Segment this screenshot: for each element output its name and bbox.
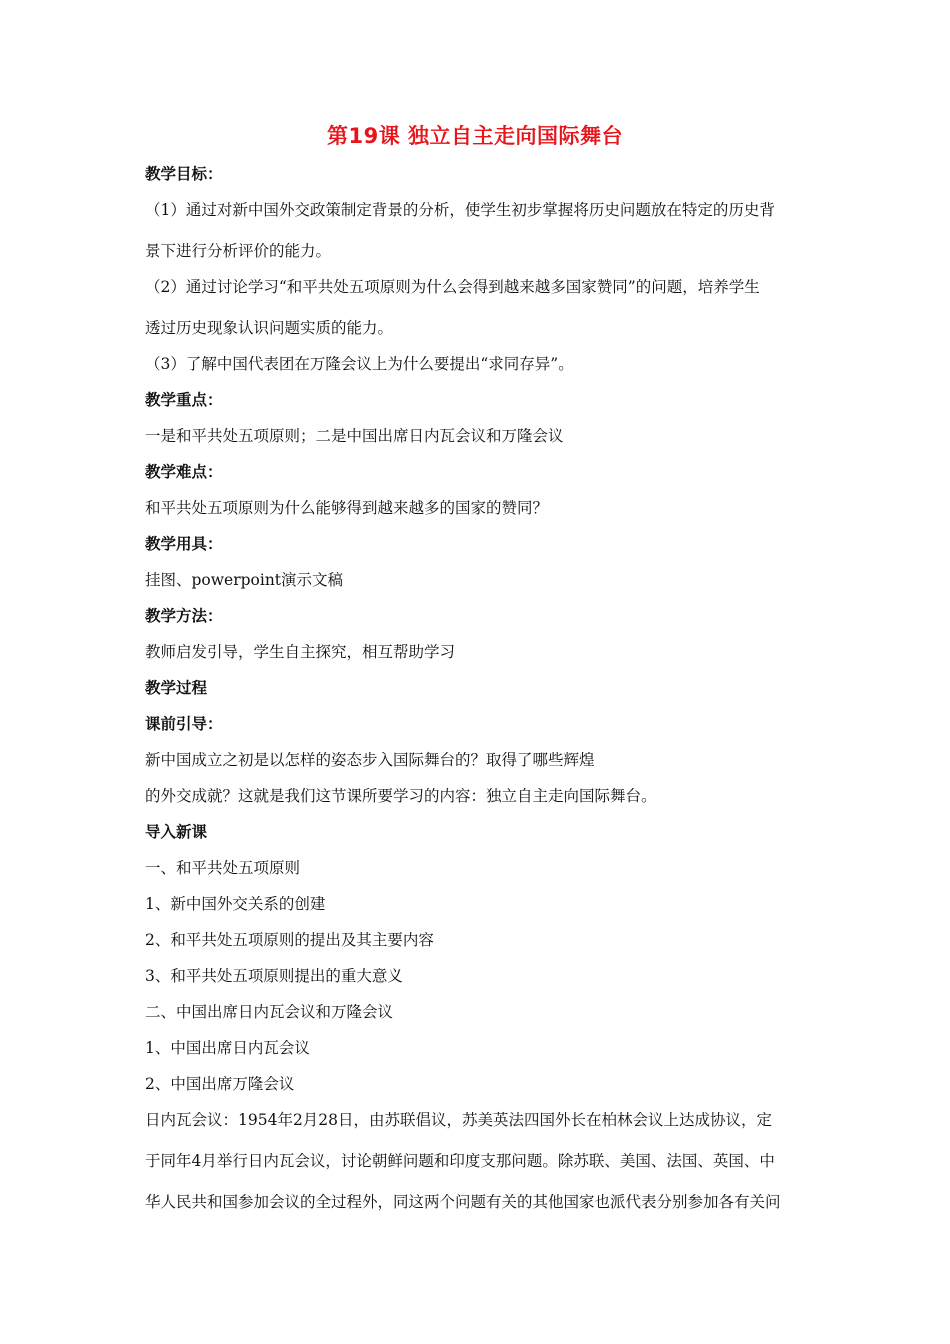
outline-item: 1、新中国外交关系的创建	[145, 895, 326, 913]
objective-2-line-2: 透过历史现象认识问题实质的能力。	[145, 319, 394, 337]
key-points-text: 一是和平共处五项原则；二是中国出席日内瓦会议和万隆会议	[145, 427, 564, 445]
tools-heading: 教学用具：	[145, 535, 223, 553]
objective-3: （3）了解中国代表团在万隆会议上为什么要提出“求同存异”。	[145, 355, 574, 373]
difficulties-text: 和平共处五项原则为什么能够得到越来越多的国家的赞同？	[145, 499, 549, 517]
geneva-paragraph-line-1: 日内瓦会议：1954年2月28日，由苏联倡议，苏美英法四国外长在柏林会议上达成协议，定	[145, 1111, 773, 1129]
objective-1-line-2: 景下进行分析评价的能力。	[145, 242, 332, 260]
geneva-paragraph-line-2: 于同年4月举行日内瓦会议，讨论朝鲜问题和印度支那问题。除苏联、美国、法国、英国、中	[145, 1152, 775, 1170]
intro-line-2: 的外交成就？这就是我们这节课所要学习的内容：独立自主走向国际舞台。	[145, 787, 657, 805]
objective-1-line-1: （1）通过对新中国外交政策制定背景的分析，使学生初步掌握将历史问题放在特定的历史背	[145, 201, 775, 219]
difficulties-heading: 教学难点：	[145, 463, 223, 481]
page-title: 第19课 独立自主走向国际舞台	[326, 124, 624, 148]
process-heading: 教学过程	[145, 679, 208, 697]
methods-text: 教师启发引导，学生自主探究，相互帮助学习	[145, 643, 456, 661]
key-points-heading: 教学重点：	[145, 391, 223, 409]
outline-item: 2、中国出席万隆会议	[145, 1075, 295, 1093]
new-lesson-heading: 导入新课	[145, 823, 208, 841]
geneva-paragraph-line-3: 华人民共和国参加会议的全过程外，同这两个问题有关的其他国家也派代表分别参加各有关问	[145, 1193, 781, 1211]
outline-item: 一、和平共处五项原则	[145, 859, 301, 877]
objectives-heading: 教学目标：	[145, 165, 223, 183]
outline-item: 2、和平共处五项原则的提出及其主要内容	[145, 931, 434, 949]
outline-item: 二、中国出席日内瓦会议和万隆会议	[145, 1003, 394, 1021]
outline-item: 3、和平共处五项原则提出的重大意义	[145, 967, 403, 985]
outline-item: 1、中国出席日内瓦会议	[145, 1039, 310, 1057]
intro-line-1: 新中国成立之初是以怎样的姿态步入国际舞台的？取得了哪些辉煌	[145, 751, 595, 769]
intro-heading: 课前引导：	[145, 715, 223, 733]
objective-2-line-1: （2）通过讨论学习“和平共处五项原则为什么会得到越来越多国家赞同”的问题，培养学生	[145, 278, 760, 296]
methods-heading: 教学方法：	[145, 607, 223, 625]
tools-text: 挂图、powerpoint演示文稿	[145, 571, 344, 589]
